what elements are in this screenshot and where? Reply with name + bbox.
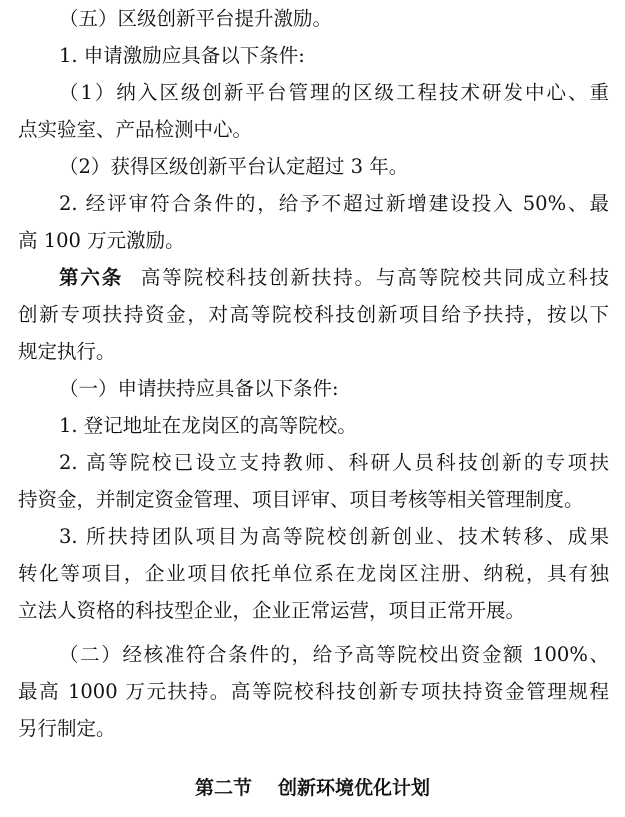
- para-item-3-line-3: 立法人资格的科技型企业，企业正常运营，项目正常开展。: [18, 599, 526, 622]
- article-6-line-2: 创新专项扶持资金，对高等院校科技创新项目给予扶持，按以下: [18, 303, 609, 326]
- para-item-2-line-1: 2. 高等院校已设立支持教师、科研人员科技创新的专项扶: [59, 451, 609, 474]
- text: （五）区级创新平台提升激励。: [59, 7, 333, 30]
- section-number: 第二节: [194, 777, 252, 799]
- article-6-text: 高等院校科技创新扶持。与高等院校共同成立科技: [139, 266, 609, 289]
- para-item-3-line-2: 转化等项目，企业项目依托单位系在龙岗区注册、纳税，具有独: [18, 562, 609, 585]
- para-item-2-line-2: 持资金，并制定资金管理、项目评审、项目考核等相关管理制度。: [18, 488, 584, 511]
- para-approval-line-1: （二）经核准符合条件的，给予高等院校出资金额 100%、: [59, 643, 609, 666]
- text: 1. 申请激励应具备以下条件:: [59, 44, 305, 67]
- para-condition-1-line-1: （1）纳入区级创新平台管理的区级工程技术研发中心、重: [59, 81, 609, 104]
- para-condition-2: （2）获得区级创新平台认定超过 3 年。: [59, 155, 409, 178]
- article-number: 第六条: [59, 266, 124, 289]
- article-6-line-1: [0, 263, 625, 293]
- para-condition-1-line-2: 点实验室、产品检测中心。: [18, 118, 253, 141]
- para-award-line-2: 高 100 万元激励。: [18, 229, 185, 252]
- para-5-heading: [0, 4, 625, 34]
- para-condition-intro: [0, 41, 625, 71]
- para-item-3-line-1: 3. 所扶持团队项目为高等院校创新创业、技术转移、成果: [59, 525, 609, 548]
- para-item-1: 1. 登记地址在龙岗区的高等院校。: [59, 414, 357, 437]
- section-heading: [0, 773, 625, 803]
- para-apply-conditions: （一）申请扶持应具备以下条件:: [59, 377, 339, 400]
- para-approval-line-2: 最高 1000 万元扶持。高等院校科技创新专项扶持资金管理规程: [18, 680, 609, 703]
- section-title: 创新环境优化计划: [278, 777, 431, 799]
- para-approval-line-3: 另行制定。: [18, 717, 116, 740]
- para-award-line-1: 2. 经评审符合条件的，给予不超过新增建设投入 50%、最: [59, 192, 609, 215]
- article-6-line-3: 规定执行。: [18, 340, 116, 363]
